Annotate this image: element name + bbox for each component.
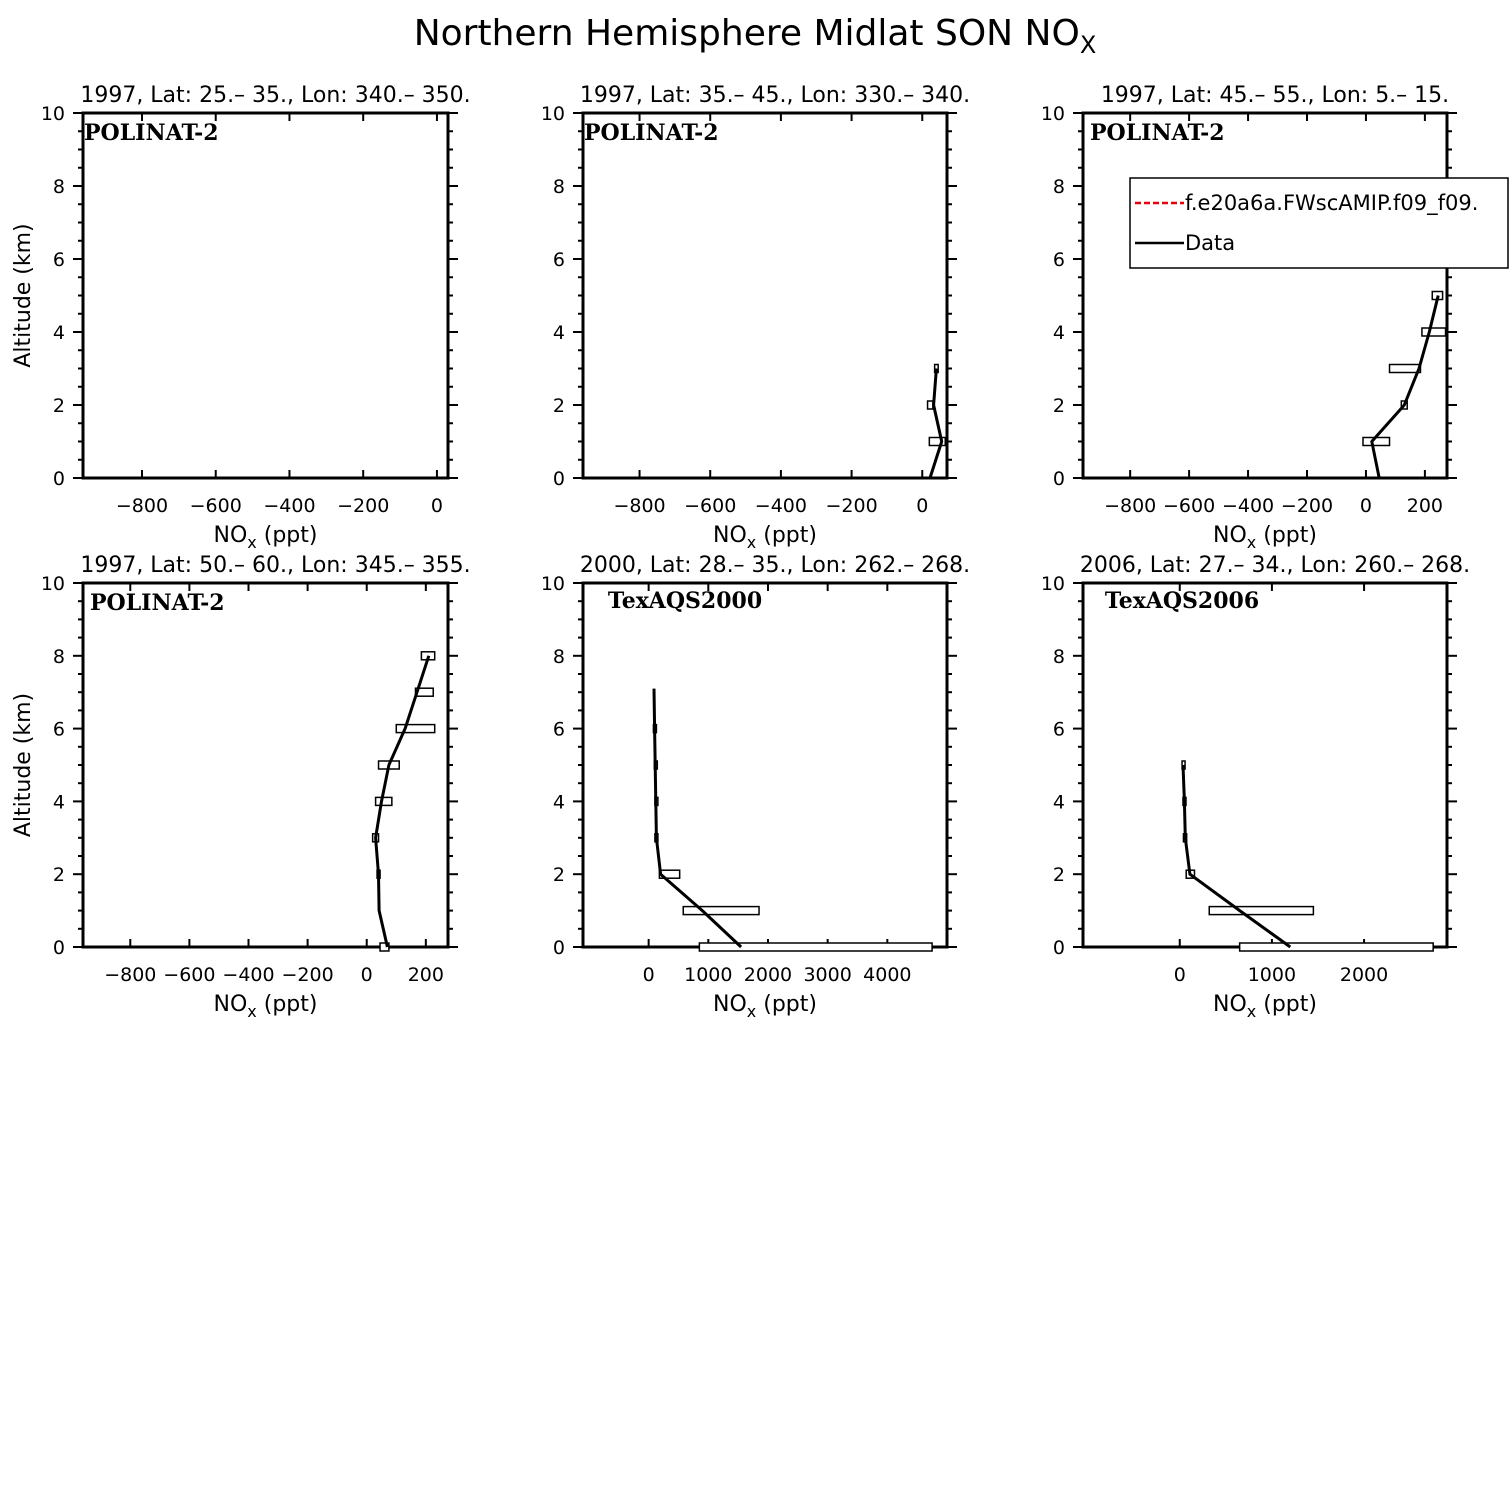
legend-label-2: Data xyxy=(1185,231,1236,255)
x-axis-label-sub: x xyxy=(1246,533,1257,552)
y-tick-label: 6 xyxy=(552,249,565,271)
x-axis-label xyxy=(1213,992,1317,1021)
panel-title: 1997, Lat: 45.– 55., Lon: 5.– 15. xyxy=(1100,83,1450,108)
y-tick-label: 8 xyxy=(52,176,65,198)
x-tick-label: 0 xyxy=(360,964,373,986)
x-tick-label: −400 xyxy=(222,964,275,986)
x-tick-label: −600 xyxy=(684,495,737,517)
y-tick-label: 4 xyxy=(552,322,565,344)
x-axis-label xyxy=(214,523,318,552)
campaign-label: POLINAT-2 xyxy=(584,120,719,146)
y-tick-label: 2 xyxy=(52,395,65,417)
x-tick-label: −200 xyxy=(825,495,878,517)
x-tick-label: −800 xyxy=(104,964,157,986)
y-axis-label: Altitude (km) xyxy=(11,692,36,838)
x-axis-label-unit: (ppt) xyxy=(256,523,318,548)
y-tick-label: 0 xyxy=(52,937,65,959)
y-tick-label: 2 xyxy=(52,864,65,887)
panel-title: 1997, Lat: 50.– 60., Lon: 345.– 355. xyxy=(80,553,471,578)
x-tick-label: −800 xyxy=(115,495,169,517)
y-tick-label: 0 xyxy=(552,937,565,959)
x-tick-label: −400 xyxy=(1221,495,1275,517)
x-axis-label xyxy=(214,992,318,1021)
campaign-label: POLINAT-2 xyxy=(84,120,219,146)
x-tick-label: 0 xyxy=(1359,495,1372,517)
panel-4 xyxy=(11,553,471,1021)
x-axis-label-sub: x xyxy=(1246,1002,1257,1021)
panel-2 xyxy=(541,83,970,552)
x-axis-label-sub: x xyxy=(746,1002,757,1021)
y-tick-label: 0 xyxy=(1052,937,1065,959)
figure-title-sub: X xyxy=(1079,31,1097,59)
data-range-box xyxy=(396,725,434,733)
panel-5 xyxy=(541,553,970,1021)
x-axis-label xyxy=(713,992,817,1021)
figure-title xyxy=(414,13,1097,59)
y-tick-label: 0 xyxy=(52,468,65,490)
data-range-box xyxy=(376,797,392,805)
data-line xyxy=(930,369,942,479)
figure-title-main: Northern Hemisphere Midlat SON NO xyxy=(413,13,1080,54)
y-tick-label: 8 xyxy=(552,645,565,668)
x-axis-label xyxy=(713,523,817,552)
data-range-box xyxy=(699,943,932,951)
x-axis-label-main: NO xyxy=(213,992,248,1017)
y-tick-label: 6 xyxy=(52,249,65,271)
y-tick-label: 4 xyxy=(1052,791,1065,814)
y-tick-label: 2 xyxy=(1052,864,1065,887)
data-range-box xyxy=(1209,907,1313,915)
plot-frame xyxy=(1083,113,1447,478)
y-tick-label: 8 xyxy=(52,645,65,668)
x-axis-label-main: NO xyxy=(713,992,747,1017)
data-line xyxy=(1372,296,1438,479)
y-tick-label: 4 xyxy=(52,791,65,814)
y-tick-label: 6 xyxy=(1052,718,1065,741)
y-tick-label: 10 xyxy=(1040,103,1065,125)
panel-6 xyxy=(1041,553,1470,1021)
x-tick-label: 4000 xyxy=(863,964,912,986)
y-tick-label: 10 xyxy=(540,573,565,595)
x-tick-label: −400 xyxy=(754,495,807,517)
data-range-box xyxy=(1390,365,1421,373)
y-tick-label: 2 xyxy=(552,864,565,887)
plot-frame xyxy=(583,583,947,947)
y-tick-label: 0 xyxy=(552,468,565,490)
x-tick-label: −200 xyxy=(281,964,334,986)
x-tick-label: −200 xyxy=(337,495,390,517)
y-tick-label: 8 xyxy=(552,176,565,198)
x-tick-label: 0 xyxy=(916,495,929,517)
x-axis-label-unit: (ppt) xyxy=(256,992,318,1017)
x-axis-label-main: NO xyxy=(213,523,248,548)
x-tick-label: 1000 xyxy=(1247,964,1297,986)
y-tick-label: 2 xyxy=(552,395,565,417)
campaign-label: POLINAT-2 xyxy=(90,590,225,616)
x-tick-label: −600 xyxy=(163,964,216,986)
y-tick-label: 10 xyxy=(40,103,65,125)
x-axis-label-sub: x xyxy=(746,533,757,552)
y-tick-label: 0 xyxy=(1052,468,1065,490)
panel-3 xyxy=(1041,83,1457,552)
legend xyxy=(1130,178,1508,268)
y-tick-label: 6 xyxy=(52,718,65,741)
x-axis-label-main: NO xyxy=(1213,992,1247,1017)
y-tick-label: 8 xyxy=(1052,645,1065,668)
campaign-label: TexAQS2006 xyxy=(1104,588,1260,614)
x-tick-label: −800 xyxy=(613,495,666,517)
x-axis-label-unit: (ppt) xyxy=(1256,992,1317,1017)
y-tick-label: 4 xyxy=(52,322,65,344)
panel-title: 2006, Lat: 27.– 34., Lon: 260.– 268. xyxy=(1079,553,1471,578)
x-axis-label-unit: (ppt) xyxy=(756,523,817,548)
data-range-box xyxy=(1240,943,1434,951)
campaign-label: TexAQS2000 xyxy=(607,588,763,614)
x-tick-label: −800 xyxy=(1104,495,1157,517)
y-tick-label: 10 xyxy=(540,103,565,125)
y-axis-label: Altitude (km) xyxy=(11,223,36,368)
x-tick-label: 2000 xyxy=(1339,964,1389,986)
y-tick-label: 2 xyxy=(1052,395,1065,417)
y-tick-label: 10 xyxy=(1040,573,1065,595)
x-tick-label: 3000 xyxy=(803,964,852,986)
y-tick-label: 4 xyxy=(552,791,565,814)
x-axis-label-unit: (ppt) xyxy=(1256,523,1317,548)
panel-1 xyxy=(11,83,471,552)
x-axis-label xyxy=(1213,523,1317,552)
plot-frame xyxy=(1083,583,1447,947)
x-axis-label-sub: x xyxy=(247,533,257,552)
x-tick-label: −600 xyxy=(1163,495,1216,517)
data-range-box xyxy=(1422,328,1446,336)
plot-frame xyxy=(83,113,448,478)
campaign-label: POLINAT-2 xyxy=(1090,120,1225,146)
y-tick-label: 6 xyxy=(552,718,565,741)
panel-title: 1997, Lat: 35.– 45., Lon: 330.– 340. xyxy=(579,83,971,108)
y-tick-label: 6 xyxy=(1052,249,1065,271)
panel-title: 2000, Lat: 28.– 35., Lon: 262.– 268. xyxy=(579,553,971,578)
panel-title: 1997, Lat: 25.– 35., Lon: 340.– 350. xyxy=(80,83,471,108)
data-line xyxy=(1183,765,1290,947)
legend-label-1: f.e20a6a.FWscAMIP.f09_f09. xyxy=(1185,191,1479,215)
x-axis-label-sub: x xyxy=(247,1002,257,1021)
data-range-box xyxy=(683,907,759,915)
x-tick-label: 1000 xyxy=(684,964,733,986)
x-tick-label: −200 xyxy=(1280,495,1334,517)
x-tick-label: 0 xyxy=(430,495,443,517)
x-tick-label: 0 xyxy=(1173,964,1186,986)
x-axis-label-main: NO xyxy=(1213,523,1247,548)
x-tick-label: −400 xyxy=(263,495,316,517)
y-tick-label: 4 xyxy=(1052,322,1065,344)
y-tick-label: 8 xyxy=(1052,176,1065,198)
x-tick-label: 200 xyxy=(1406,495,1444,517)
x-tick-label: −600 xyxy=(189,495,242,517)
x-axis-label-main: NO xyxy=(713,523,747,548)
x-tick-label: 0 xyxy=(642,964,655,986)
plot-frame xyxy=(583,113,947,478)
x-tick-label: 200 xyxy=(407,964,444,986)
x-axis-label-unit: (ppt) xyxy=(756,992,817,1017)
data-range-box xyxy=(928,401,933,409)
y-tick-label: 10 xyxy=(40,573,65,595)
x-tick-label: 2000 xyxy=(743,964,793,986)
